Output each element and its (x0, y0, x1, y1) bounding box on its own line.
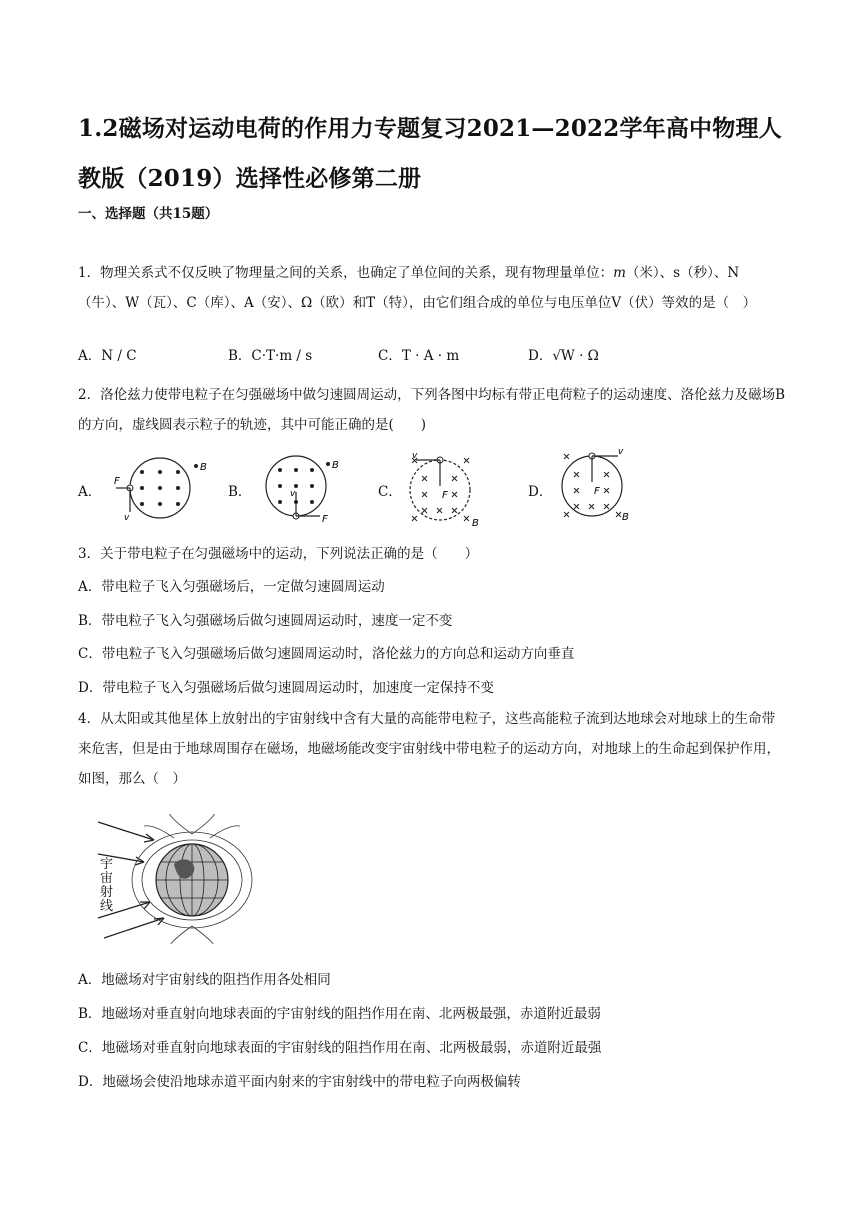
question-2-figure-b (262, 452, 348, 524)
question-2-stem: 2．洛伦兹力使带电粒子在匀强磁场中做匀速圆周运动，下列各图中均标有带正电荷粒子的运动速度、洛伦兹力及磁场B的方向，虚线圆表示粒子的轨迹，其中可能正确的是( ) (78, 387, 786, 433)
question-4-option-a: A．地磁场对宇宙射线的阻挡作用各处相同 (78, 972, 331, 988)
question-1-option-b: B．C·T·m / s (228, 348, 313, 364)
field-dots (278, 462, 330, 504)
section-heading: 一、选择题（共15题） (78, 206, 219, 222)
force-label: F (114, 476, 120, 487)
velocity-label: v (290, 489, 296, 499)
cosmic-ray-label-char-2: 宙 (100, 871, 114, 886)
question-2-figure-a (108, 452, 208, 524)
field-label: B (200, 462, 207, 473)
velocity-label: v (124, 513, 130, 523)
question-4-option-d: D．地磁场会使沿地球赤道平面内射来的宇宙射线中的带电粒子向两极偏转 (78, 1074, 521, 1090)
question-3-option-b: B．带电粒子飞入匀强磁场后做匀速圆周运动时，速度一定不变 (78, 613, 453, 629)
question-2-label-b: B． (228, 484, 252, 500)
question-3-option-d: D．带电粒子飞入匀强磁场后做匀速圆周运动时，加速度一定保持不变 (78, 680, 494, 696)
question-3-option-c: C．带电粒子飞入匀强磁场后做匀速圆周运动时，洛伦兹力的方向总和运动方向垂直 (78, 646, 575, 662)
field-label: B (332, 460, 339, 471)
earth-magnetic-field-figure (94, 814, 254, 944)
question-1-option-c: C．T · A · m (378, 348, 460, 364)
question-1-option-d: D．√W · Ω (528, 348, 599, 364)
question-2-figure-c (404, 452, 490, 528)
question-2-figure-d (556, 448, 642, 524)
question-1-unit-m: m (613, 265, 626, 281)
force-label: F (594, 486, 600, 497)
cosmic-ray-label-char-3: 射 (100, 885, 114, 900)
cosmic-ray-label-char-4: 线 (100, 899, 114, 914)
force-label: F (322, 514, 328, 524)
velocity-label: v (412, 452, 418, 461)
question-2-label-c: C． (378, 484, 402, 500)
field-label: B (622, 512, 629, 523)
question-1-stem (78, 258, 786, 318)
page-title: 1.2磁场对运动电荷的作用力专题复习2021—2022学年高中物理人教版（2019）选择性必修第二册 (78, 115, 782, 192)
question-1-stem-part-b: （米）、s（秒）、N（牛）、W（瓦）、C（库）、A（安）、Ω（欧）和T（特），由它们组合成的单位与电压单位V（伏）等效的是（ ） (78, 265, 757, 311)
cosmic-ray-label-char-1: 宇 (100, 857, 114, 872)
field-label: B (472, 518, 479, 528)
question-1-option-a: A．N / C (78, 348, 137, 364)
question-2-label-d: D． (528, 484, 553, 500)
force-label: F (442, 490, 448, 501)
question-1-stem-part-a: 1．物理关系式不仅反映了物理量之间的关系，也确定了单位间的关系，现有物理量单位： (78, 265, 614, 281)
question-4-stem: 4．从太阳或其他星体上放射出的宇宙射线中含有大量的高能带电粒子，这些高能粒子流到达地球会对地球上的生命带来危害，但是由于地球周围存在磁场，地磁场能改变宇宙射线中带电粒子的运动方向，对地球上的生命起到保护作用，如图，那么（ ） (78, 711, 780, 787)
question-2-label-a: A． (78, 484, 102, 500)
velocity-label: v (618, 448, 624, 457)
question-4-option-c: C．地磁场对垂直射向地球表面的宇宙射线的阻挡作用在南、北两极最弱，赤道附近最强 (78, 1040, 602, 1056)
question-4-option-b: B．地磁场对垂直射向地球表面的宇宙射线的阻挡作用在南、北两极最强，赤道附近最弱 (78, 1006, 601, 1022)
question-3-stem: 3．关于带电粒子在匀强磁场中的运动，下列说法正确的是（ ） (78, 546, 479, 562)
question-3-option-a: A．带电粒子飞入匀强磁场后，一定做匀速圆周运动 (78, 579, 385, 595)
